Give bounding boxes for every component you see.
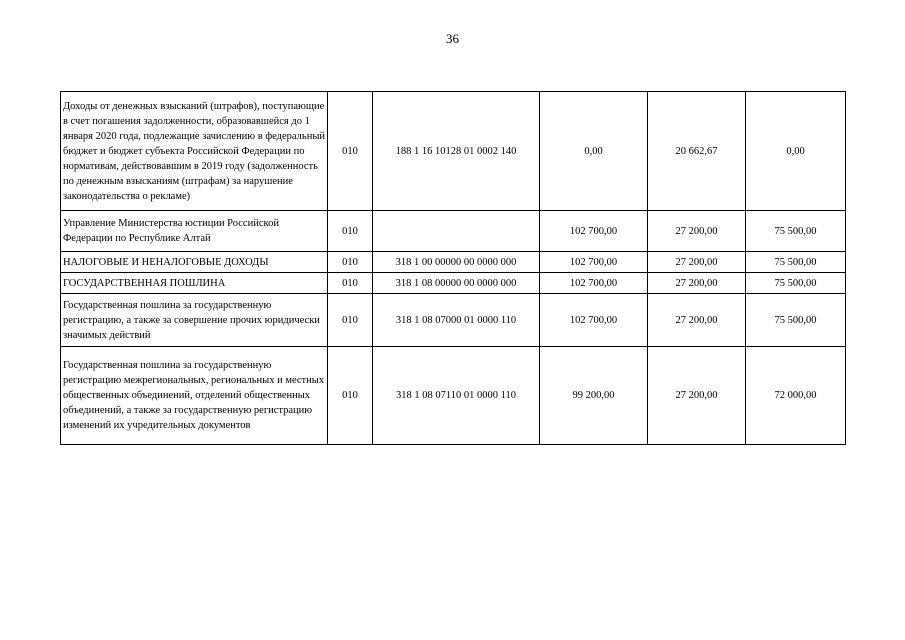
budget-table — [60, 91, 846, 445]
row-value-2: 20 662,67 — [648, 92, 746, 211]
row-value-1: 102 700,00 — [540, 273, 648, 294]
table-row — [61, 294, 846, 347]
row-value-3: 0,00 — [746, 92, 846, 211]
table-row — [61, 211, 846, 252]
row-value-2: 27 200,00 — [648, 211, 746, 252]
row-value-1: 99 200,00 — [540, 347, 648, 445]
row-value-1: 102 700,00 — [540, 294, 648, 347]
row-kbk: 188 1 16 10128 01 0002 140 — [373, 92, 540, 211]
row-value-3: 75 500,00 — [746, 294, 846, 347]
row-kbk: 318 1 00 00000 00 0000 000 — [373, 252, 540, 273]
row-value-2: 27 200,00 — [648, 294, 746, 347]
row-value-2: 27 200,00 — [648, 252, 746, 273]
row-value-1: 102 700,00 — [540, 252, 648, 273]
row-value-3: 75 500,00 — [746, 252, 846, 273]
row-name: НАЛОГОВЫЕ И НЕНАЛОГОВЫЕ ДОХОДЫ — [61, 252, 328, 273]
row-code: 010 — [328, 273, 373, 294]
row-kbk: 318 1 08 00000 00 0000 000 — [373, 273, 540, 294]
table-row — [61, 252, 846, 273]
row-code: 010 — [328, 252, 373, 273]
row-name: Доходы от денежных взысканий (штрафов), поступающие в счет погашения задолженности, образовавшейся до 1 января 2020 года, подлежащие зачислению в федеральный бюджет и бюджет субъекта Российской Федерации по нормативам, действовавшим в 2019 году (задолженность по денежным взысканиям (штрафам) за нарушение законодательства о рекламе) — [61, 92, 328, 211]
row-value-3: 75 500,00 — [746, 211, 846, 252]
row-name: Управление Министерства юстиции Российской Федерации по Республике Алтай — [61, 211, 328, 252]
row-name: ГОСУДАРСТВЕННАЯ ПОШЛИНА — [61, 273, 328, 294]
row-name: Государственная пошлина за государственную регистрацию, а также за совершение прочих юридически значимых действий — [61, 294, 328, 347]
row-value-2: 27 200,00 — [648, 347, 746, 445]
row-code: 010 — [328, 92, 373, 211]
table-row — [61, 273, 846, 294]
row-kbk — [373, 211, 540, 252]
row-name: Государственная пошлина за государственную регистрацию межрегиональных, региональных и местных общественных объединений, отделений общественных объединений, а также за государственную регистрацию изменений их учредительных документов — [61, 347, 328, 445]
row-kbk: 318 1 08 07000 01 0000 110 — [373, 294, 540, 347]
row-value-3: 75 500,00 — [746, 273, 846, 294]
row-code: 010 — [328, 211, 373, 252]
row-value-3: 72 000,00 — [746, 347, 846, 445]
table-row — [61, 347, 846, 445]
row-code: 010 — [328, 294, 373, 347]
row-code: 010 — [328, 347, 373, 445]
row-value-1: 102 700,00 — [540, 211, 648, 252]
row-kbk: 318 1 08 07110 01 0000 110 — [373, 347, 540, 445]
page-number: 36 — [446, 31, 459, 46]
table-row — [61, 92, 846, 211]
row-value-2: 27 200,00 — [648, 273, 746, 294]
row-value-1: 0,00 — [540, 92, 648, 211]
